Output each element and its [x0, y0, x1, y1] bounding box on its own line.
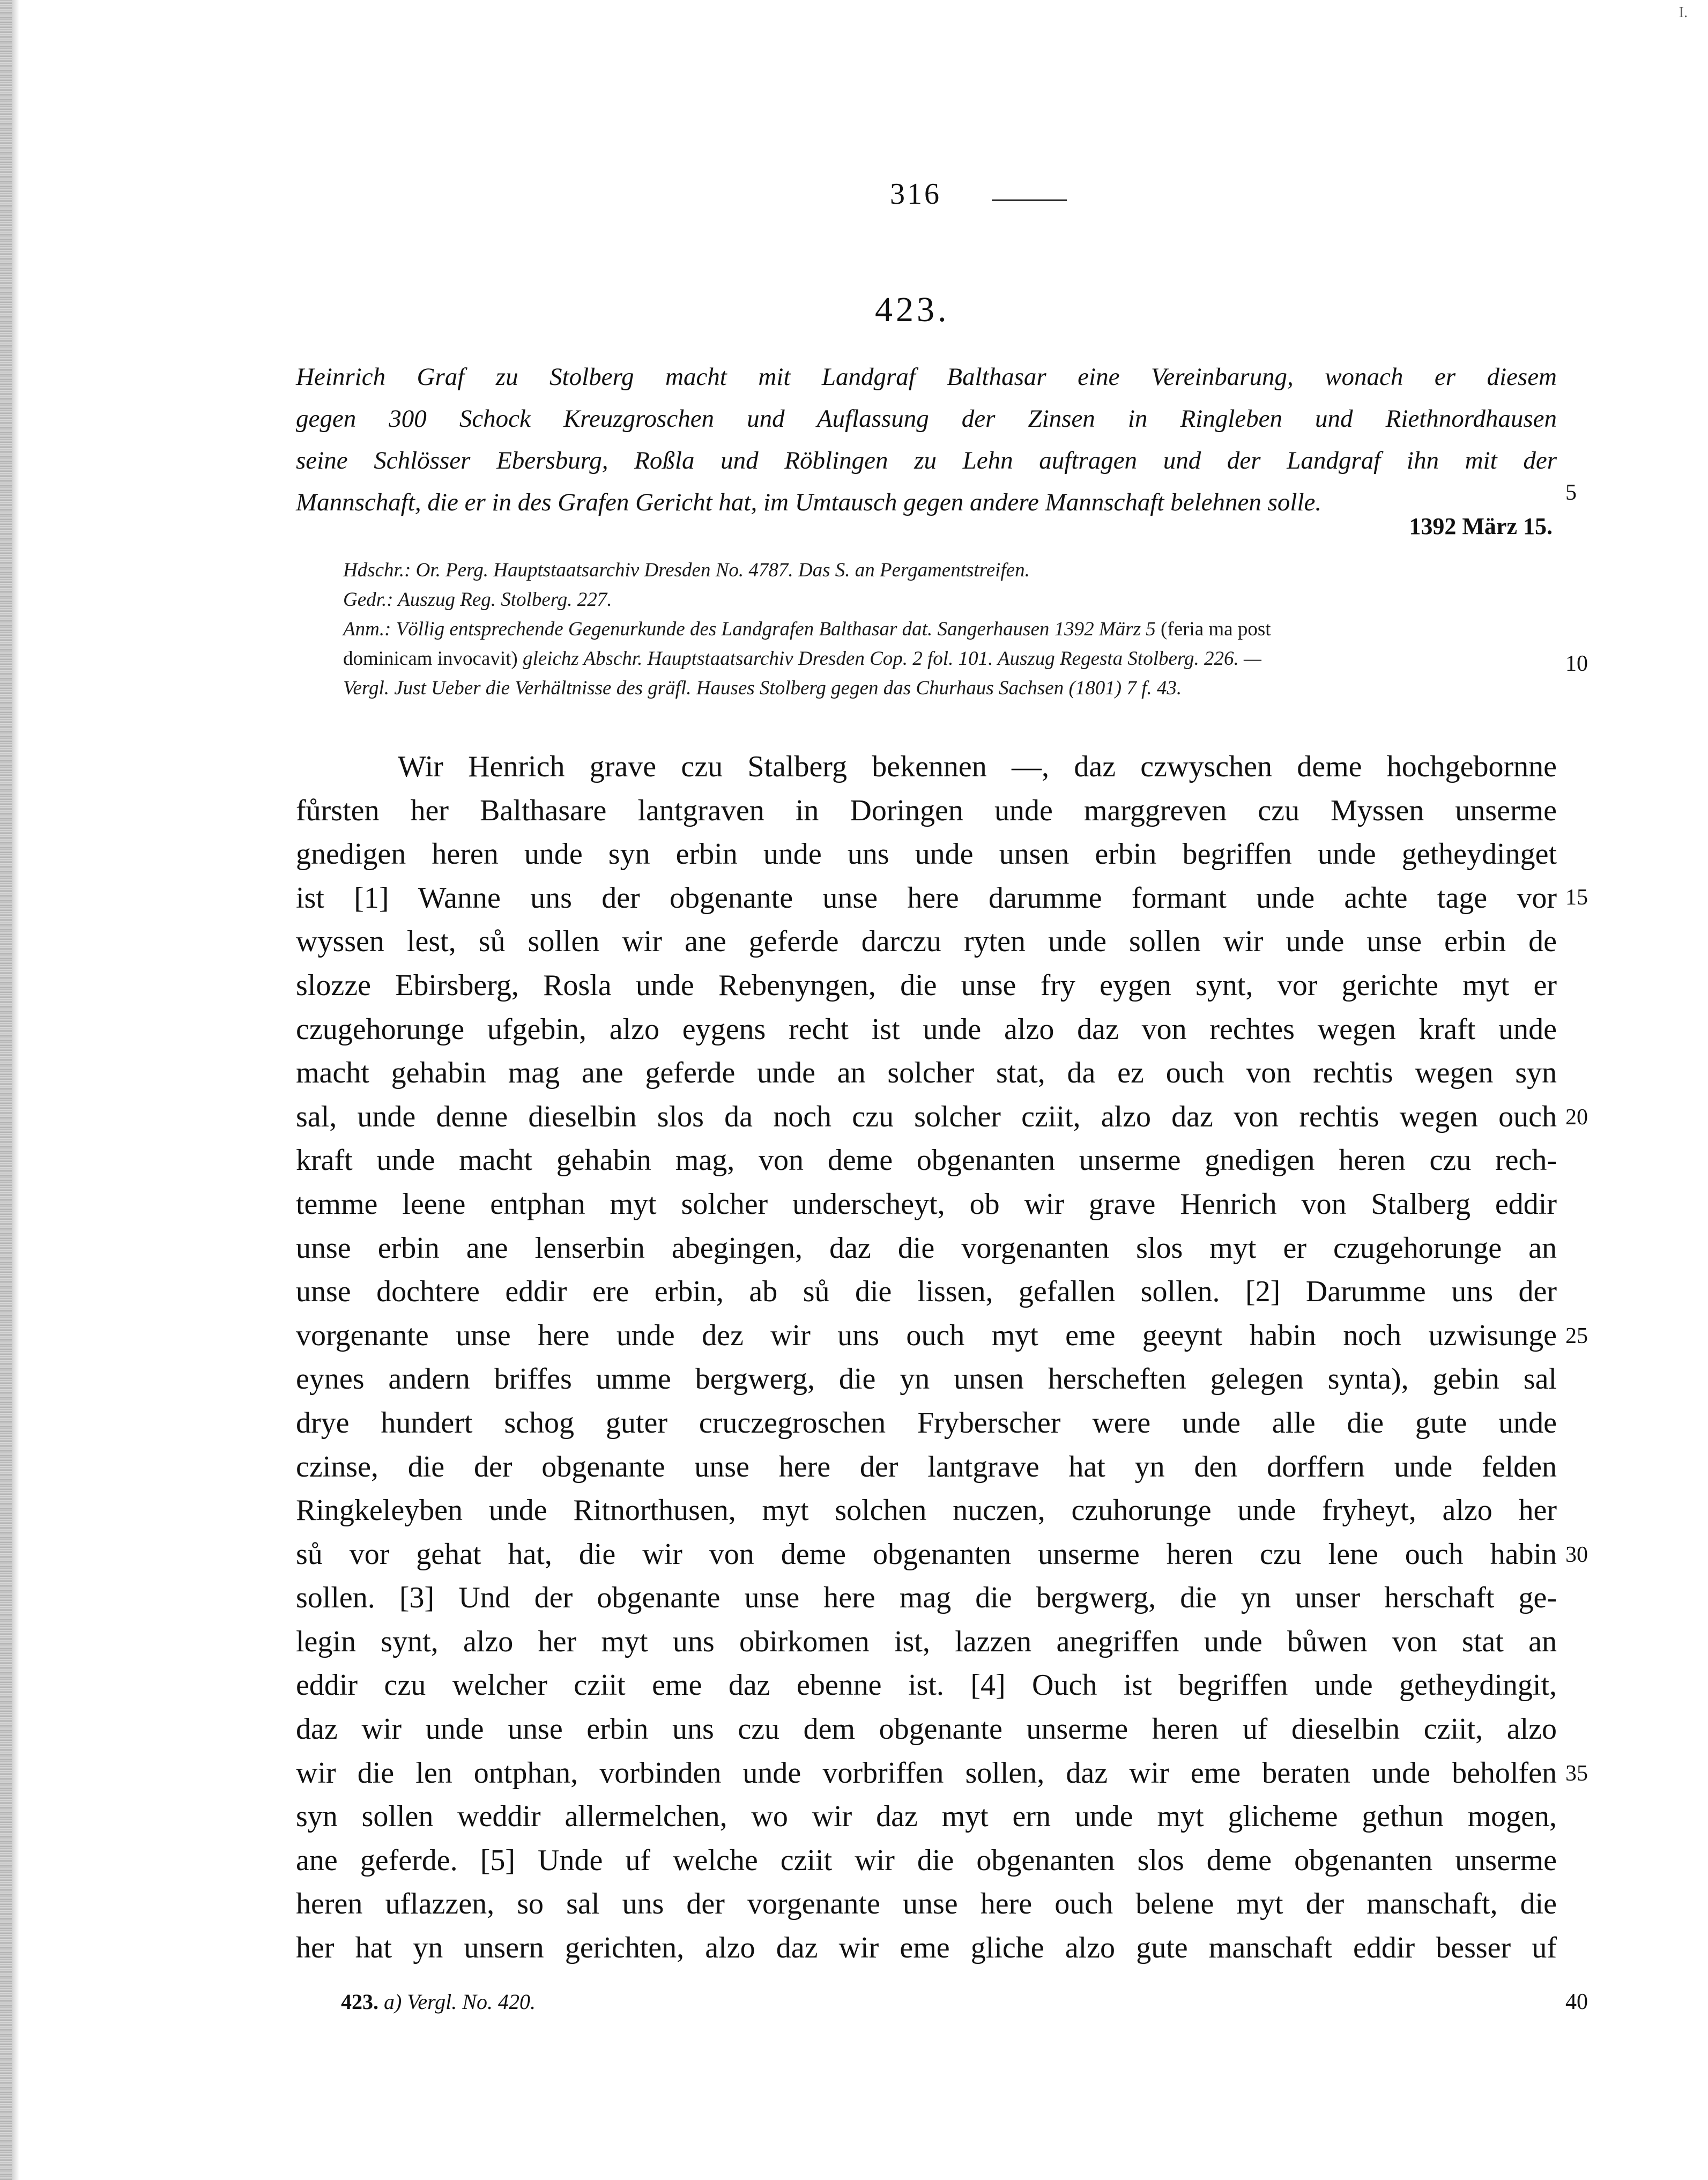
- line-number: 40: [1565, 1990, 1588, 2014]
- text-line: sů vor gehat hat, die wir von deme obgenanten unserme heren czu lene ouch habin: [296, 1537, 1557, 1571]
- regest-line: seine Schlösser Ebersburg, Roßla und Röblingen zu Lehn auftragen und der Landgraf ihn mit der: [296, 447, 1557, 474]
- text-line: unse erbin ane lenserbin abegingen, daz die vorgenanten slos myt er czugehorunge an: [296, 1231, 1557, 1265]
- line-number: 10: [1565, 651, 1588, 676]
- note-remark-part: dominicam invocavit): [343, 648, 518, 670]
- text-line: kraft unde macht gehabin mag, von deme obgenanten unserme gnedigen heren czu rech-: [296, 1144, 1557, 1177]
- page-number-rule: [992, 199, 1067, 201]
- text-line: her hat yn unsern gerichten, alzo daz wir eme gliche alzo gute manschaft eddir besser uf: [296, 1931, 1557, 1965]
- scan-shadow: [12, 0, 19, 2180]
- regest-line: Heinrich Graf zu Stolberg macht mit Landgraf Balthasar eine Vereinbarung, wonach er diesem: [296, 363, 1557, 391]
- line-number: 15: [1565, 885, 1588, 910]
- text-line: sal, unde denne dieselbin slos da noch czu solcher cziit, alzo daz von rechtis wegen ouch: [296, 1100, 1557, 1133]
- text-line: fůrsten her Balthasare lantgraven in Doringen unde marggreven czu Myssen unserme: [296, 794, 1557, 827]
- regest-summary: [296, 356, 1557, 523]
- text-line: eddir czu welcher cziit eme daz ebenne ist. [4] Ouch ist begriffen unde getheydingit,: [296, 1669, 1557, 1702]
- text-line: drye hundert schog guter cruczegroschen Fryberscher were unde alle die gute unde: [296, 1406, 1557, 1440]
- source-notes: [343, 555, 1557, 703]
- text-line: wyssen lest, sů sollen wir ane geferde darczu ryten unde sollen wir unde unse erbin de: [296, 925, 1557, 959]
- text-line: ist [1] Wanne uns der obgenante unse here darumme formant unde achte tage vor: [296, 881, 1557, 915]
- footnote-text: a) Vergl. No. 420.: [384, 1990, 536, 2014]
- text-line: czugehorunge ufgebin, alzo eygens recht ist unde alzo daz von rechtes wegen kraft unde: [296, 1012, 1557, 1046]
- text-line: temme leene entphan myt solcher underscheyt, ob wir grave Henrich von Stalberg eddir: [296, 1187, 1557, 1221]
- note-remark-part: (feria ma post: [1155, 618, 1271, 640]
- text-line: daz wir unde unse erbin uns czu dem obgenante unserme heren uf dieselbin cziit, alzo: [296, 1712, 1557, 1746]
- note-remark-part: gleichz Abschr. Hauptstaatsarchiv Dresden Cop. 2 fol. 101. Auszug Regesta Stolberg. 226. —: [517, 648, 1261, 670]
- regest-line: Mannschaft, die er in des Grafen Gericht hat, im Umtausch gegen andere Mannschaft belehnen solle.: [296, 488, 1322, 516]
- text-line: eynes andern briffes umme bergwerg, die yn unsen herscheften gelegen synta), gebin sal: [296, 1362, 1557, 1396]
- note-manuscript: Hdschr.: Or. Perg. Hauptstaatsarchiv Dresden No. 4787. Das S. an Pergamentstreifen.: [343, 559, 1030, 581]
- note-reference: Vergl. Just Ueber die Verhältnisse des gräfl. Hauses Stolberg gegen das Churhaus Sachsen (1801) 7 f. 43.: [343, 677, 1182, 699]
- note-remark: [343, 614, 1557, 644]
- line-number: 25: [1565, 1324, 1588, 1348]
- footnote: [341, 1989, 536, 2014]
- text-line: Ringkeleyben unde Ritnorthusen, myt solchen nuczen, czuhorunge unde fryheyt, alzo her: [296, 1494, 1557, 1528]
- note-remark-part: Anm.: Völlig entsprechende Gegenurkunde des Landgrafen Balthasar dat. Sangerhausen 1392 März 5: [343, 618, 1156, 640]
- note-remark-cont: [343, 644, 1557, 673]
- text-line: syn sollen weddir allermelchen, wo wir daz myt ern unde myt glicheme gethun mogen,: [296, 1800, 1557, 1834]
- corner-mark: I.: [1679, 4, 1688, 21]
- line-number: 30: [1565, 1543, 1588, 1567]
- text-line: czinse, die der obgenante unse here der lantgrave hat yn den dorffern unde felden: [296, 1450, 1557, 1484]
- document-date: 1392 März 15.: [1409, 513, 1553, 539]
- page-number: 316: [890, 177, 941, 211]
- text-line: legin synt, alzo her myt uns obirkomen ist, lazzen anegriffen unde bůwen von stat an: [296, 1625, 1557, 1658]
- scan-edge: [0, 0, 12, 2180]
- line-number: 35: [1565, 1761, 1588, 1786]
- text-line: vorgenante unse here unde dez wir uns ouch myt eme geeynt habin noch uzwisunge: [296, 1318, 1557, 1352]
- text-line: macht gehabin mag ane geferde unde an solcher stat, da ez ouch von rechtis wegen syn: [296, 1056, 1557, 1090]
- text-line: wir die len ontphan, vorbinden unde vorbriffen sollen, daz wir eme beraten unde beholfen: [296, 1756, 1557, 1790]
- note-printed: Gedr.: Auszug Reg. Stolberg. 227.: [343, 589, 612, 611]
- line-number: 5: [1565, 480, 1577, 505]
- text-line: unse dochtere eddir ere erbin, ab sů die lissen, gefallen sollen. [2] Darumme uns der: [296, 1275, 1557, 1309]
- text-line: sollen. [3] Und der obgenante unse here mag die bergwerg, die yn unser herschaft ge-: [296, 1581, 1557, 1615]
- text-line: slozze Ebirsberg, Rosla unde Rebenyngen, die unse fry eygen synt, vor gerichte myt er: [296, 968, 1557, 1002]
- text-line: gnedigen heren unde syn erbin unde uns unde unsen erbin begriffen unde getheydinget: [296, 837, 1557, 871]
- text-line: heren uflazzen, so sal uns der vorgenante unse here ouch belene myt der manschaft, die: [296, 1887, 1557, 1921]
- footnote-number: 423.: [341, 1990, 378, 2014]
- line-number: 20: [1565, 1105, 1588, 1130]
- regest-line: gegen 300 Schock Kreuzgroschen und Auflassung der Zinsen in Ringleben und Riethnordhausen: [296, 405, 1557, 433]
- text-line: ane geferde. [5] Unde uf welche cziit wir die obgenanten slos deme obgenanten unserme: [296, 1843, 1557, 1877]
- text-line: Wir Henrich grave czu Stalberg bekennen —, daz czwyschen deme hochgebornne: [398, 750, 1557, 783]
- charter-text: [296, 745, 1557, 1970]
- document-number: 423.: [875, 290, 950, 329]
